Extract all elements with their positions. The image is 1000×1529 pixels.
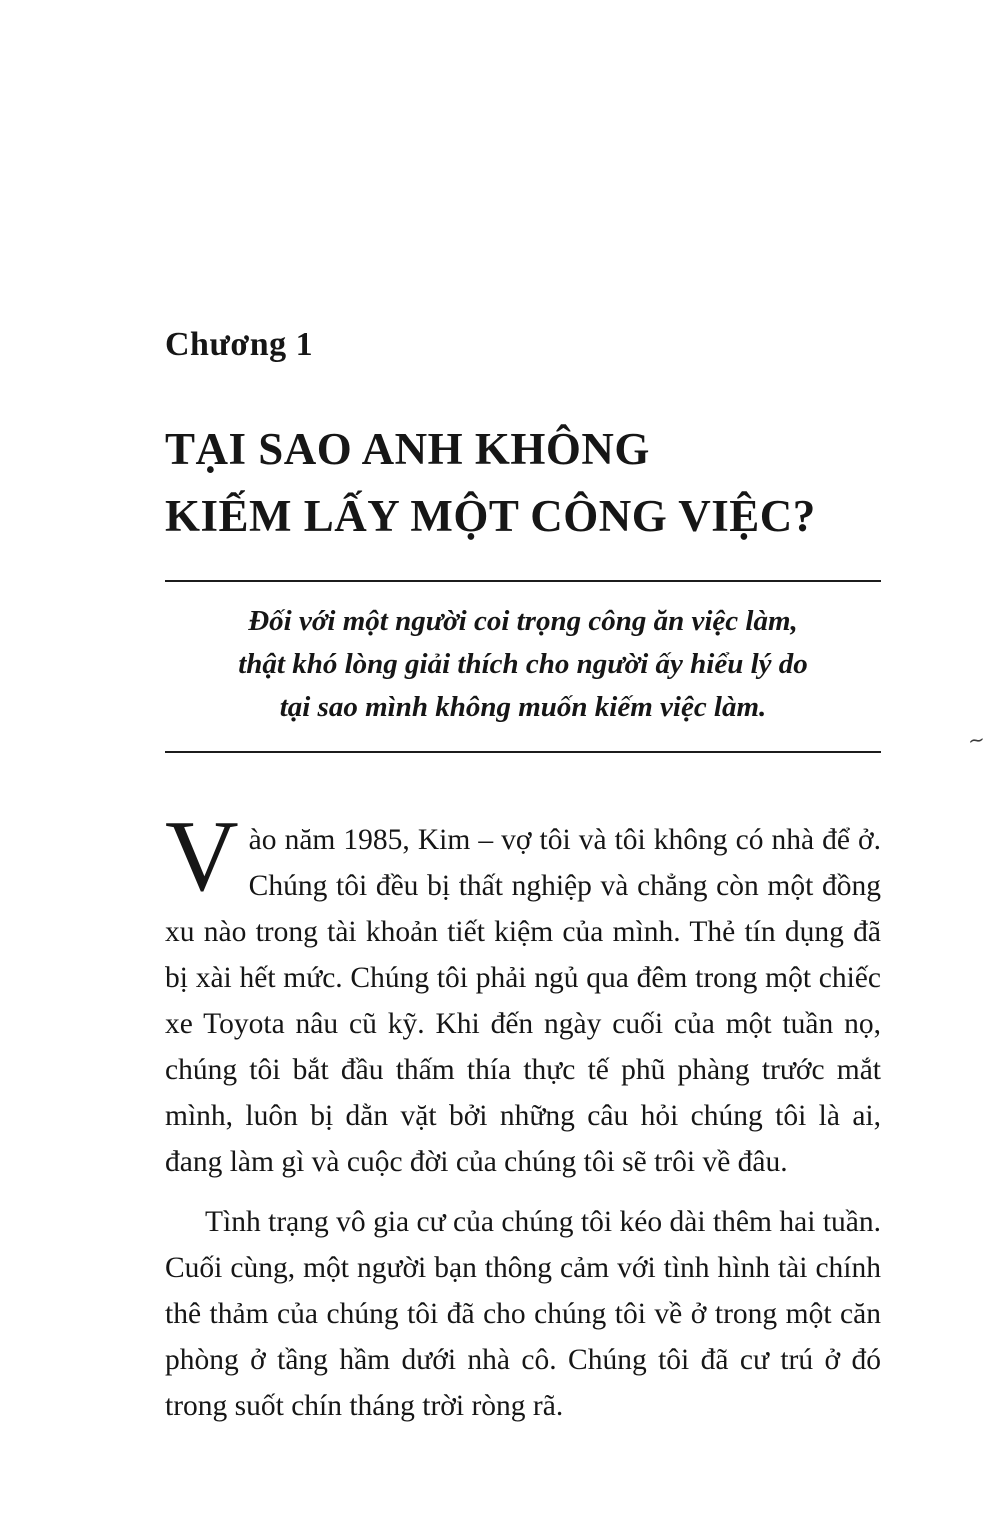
epigraph-line: tại sao mình không muốn kiếm việc làm. [279,691,767,723]
paragraph-2: Tình trạng vô gia cư của chúng tôi kéo dài thêm hai tuần. Cuối cùng, một người bạn thông cảm với tình hình tài chính thê thảm của chúng tôi đã cho chúng tôi về ở trong một căn phòng ở tầng hầm dưới nhà cô. Chúng tôi đã cư trú ở đó trong suốt chín tháng trời ròng rã. [165,1206,881,1422]
epigraph [165,600,881,729]
epigraph-rule-bottom [165,751,881,753]
dropcap-letter: V [165,800,239,913]
paragraph-1 [165,800,881,1185]
epigraph-line: Đối với một người coi trọng công ăn việc làm, [248,605,798,637]
chapter-title-line1: TẠI SAO ANH KHÔNG [165,424,650,474]
epigraph-line: thật khó lòng giải thích cho người ấy hiểu lý do [238,648,808,680]
body-text [165,800,881,1429]
page-content [165,0,881,1429]
chapter-title [165,416,881,550]
chapter-title-line2: KIẾM LẤY MỘT CÔNG VIỆC? [165,491,816,541]
chapter-label: Chương 1 [165,326,314,363]
paragraph-1-text: ào năm 1985, Kim – vợ tôi và tôi không có nhà để ở. Chúng tôi đều bị thất nghiệp và chẳng còn một đồng xu nào trong tài khoản tiết kiệm của mình. Thẻ tín dụng đã bị xài hết mức. Chúng tôi phải ngủ qua đêm trong một chiếc xe Toyota nâu cũ kỹ. Khi đến ngày cuối của một tuần nọ, chúng tôi bắt đầu thấm thía thực tế phũ phàng trước mắt mình, luôn bị dằn vặt bởi những câu hỏi chúng tôi là ai, đang làm gì và cuộc đời của chúng tôi sẽ trôi về đâu. [165,824,881,1178]
epigraph-rule-top [165,580,881,582]
scan-artifact-mark: ~ [966,727,984,753]
